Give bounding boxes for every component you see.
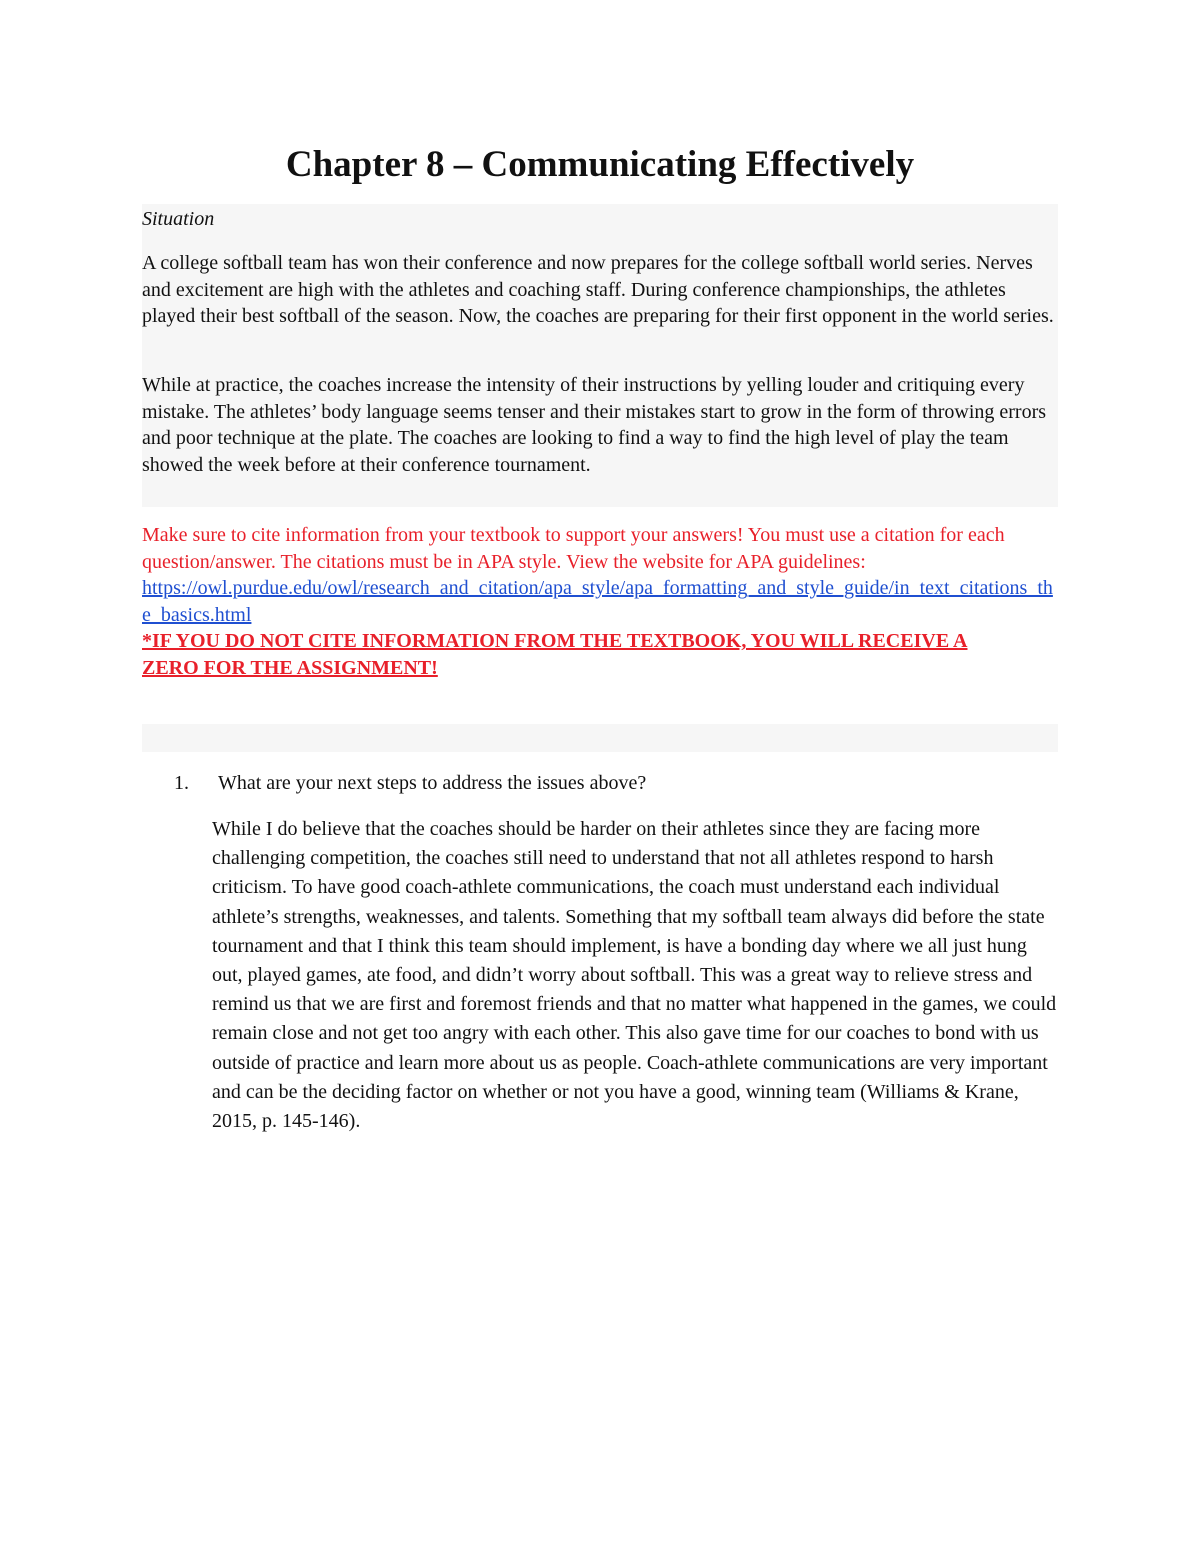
- citation-instructions-block: [142, 522, 1062, 682]
- question-text: What are your next steps to address the issues above?: [218, 772, 647, 794]
- question-number: 1.: [174, 772, 189, 794]
- situation-paragraph: A college softball team has won their conference and now prepares for the college softball world series. Nerves and excitement are high with the athletes and coaching staff. During conference championships, the athletes played their best softball of the season. Now, the coaches are preparing for their first opponent in the world series.: [142, 252, 1054, 328]
- answer-paragraph: While I do believe that the coaches should be harder on their athletes since they are facing more challenging competition, the coaches still need to understand that not all athletes respond to harsh criticism. To have good coach-athlete communications, the coach must understand each individual athlete’s strengths, weaknesses, and talents. Something that my softball team always did before the state tournament and that I think this team should implement, is have a bonding day where we all just hung out, played games, ate food, and didn’t worry about softball. This was a great way to relieve stress and remind us that we are first and foremost friends and that no matter what happened in the games, we could remain close and not get too angry with each other. This also gave time for our coaches to bond with us outside of practice and learn more about us as people. Coach-athlete communications are very important and can be the deciding factor on whether or not you have a good, winning team (Williams & Krane, 2015, p. 145-146).: [212, 818, 1057, 1133]
- citation-instructions: Make sure to cite information from your textbook to support your answers! You must use a citation for each question/answer. The citations must be in APA style. View the website for APA guidelines:: [142, 524, 1005, 573]
- page-title: Chapter 8 – Communicating Effectively: [285, 144, 915, 185]
- apa-guidelines-link[interactable]: https://owl.purdue.edu/owl/research_and_citation/apa_style/apa_formatting_and_style_guide/in_text_citations_the_basics.html: [142, 577, 1053, 626]
- situation-paragraph: While at practice, the coaches increase the intensity of their instructions by yelling louder and critiquing every mistake. The athletes’ body language seems tenser and their mistakes start to grow in the form of throwing errors and poor technique at the plate. The coaches are looking to find a way to find the high level of play the team showed the week before at their conference tournament.: [142, 374, 1047, 476]
- divider-shaded-strip: [142, 724, 1058, 752]
- question-item: [174, 770, 646, 797]
- situation-label: Situation: [142, 208, 215, 230]
- zero-grade-warning: *IF YOU DO NOT CITE INFORMATION FROM THE TEXTBOOK, YOU WILL RECEIVE A ZERO FOR THE ASSIGNMENT!: [142, 630, 968, 679]
